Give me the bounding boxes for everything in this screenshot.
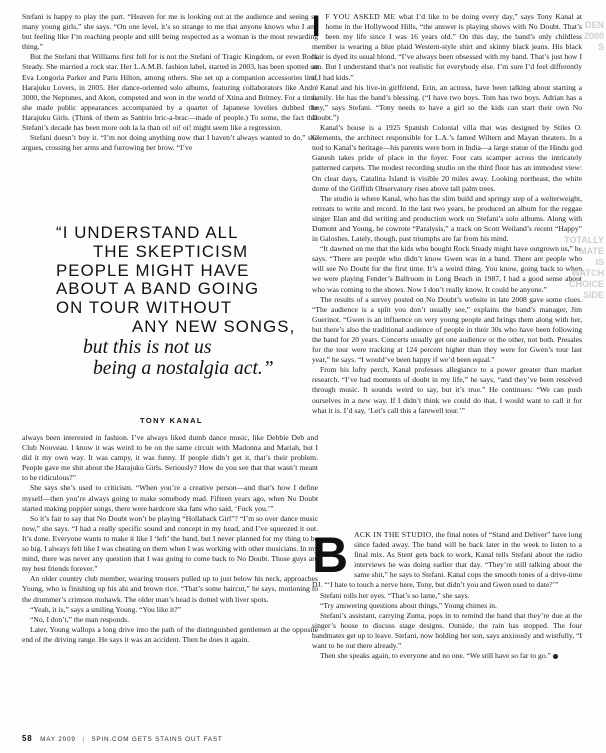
folio <box>22 734 223 743</box>
folio-tagline: SPIN.COM GETS STAINS OUT FAST <box>91 736 223 743</box>
pull-quote-line: ANY NEW SONGS, <box>132 316 296 336</box>
paragraph: “Try answering questions about things,” Young chimes in. <box>320 600 497 610</box>
paragraph: “No, I don’t,” the man responds. <box>30 614 129 624</box>
pull-quote-italic-line: being a nostalgia act.” <box>93 358 274 380</box>
pull-quote-line: THE SKEPTICISM <box>93 241 249 261</box>
paragraph: Kanal and his live-in girlfriend, Erin, an actress, have been talking about starting a family. He has the band’s blessing. (“I have two boys. Tom has two boys. Adrian has a boy,” says Stefani. “Tony needs to have a girl so the kids can start their own No Doubt.”) <box>312 82 582 122</box>
paragraph: “Yeah, it is,” says a smiling Young. “You like it?” <box>30 604 181 614</box>
left-column-bottom <box>22 433 318 729</box>
issue-date: MAY 2009 <box>40 736 76 743</box>
pull-quote-italic-line: but this is not us <box>83 336 212 358</box>
right-column-bottom <box>312 527 583 730</box>
paragraph: Later, Young wallops a long drive into the path of the distinguished gentlemen at the opposite end of the driving range. He says it was an accident. Then he does it again. <box>22 624 318 644</box>
lead-in: F YOU ASKED ME <box>325 12 396 21</box>
lead-paragraph <box>312 527 583 591</box>
page-number: 58 <box>22 734 33 743</box>
end-mark-icon <box>553 654 558 659</box>
pull-quote-attribution: TONY KANAL <box>140 416 203 425</box>
paragraph-text: Then she speaks again, to everyone and no one. “We still have so far to go.” <box>320 651 551 661</box>
drop-cap: B <box>312 527 349 583</box>
paragraph-text: the final notes of “Stand and Deliver” have long since faded away. The band will be back later in the week to listen to a final mix. As Stent gets back to work, Kanal tells Stefani about the radio interviews he was doing earlier that day. “They’re still talking about the same shit,” he says to Stefani. Kanal cops the smooth tones of a drive-time DJ. “‘I hate to touch a nerve here, Tony, but didn’t you and Gwen used to date?’” <box>312 530 583 590</box>
paragraph: Stefani’s assistant, carrying Zuma, pops in to remind the band that they’re due at the singer’s house to discuss stage designs. Outside, the rain has stopped. The four bandmates get up to leave. Stefani, now holding her son, says anxiously and wistfully, “I want to be out there already.” <box>312 610 582 651</box>
paragraph: But the Stefani that Williams first fell for is not the Stefani of Tragic Kingdom, or even Rock Steady. She married a rock star. Her L.A.M.B. fashion label, started in 2003, has been spotted on Eva Longoria Parker and Paris Hilton, among others. She set up a companion accessories line, Harajuku Lovers, in 2005. Her dance-oriented solo albums, featuring collaborators like André 3000, the Neptunes, and Akon, competed and won in the world of Xtina and Britney. For a time, she made public appearances accompanied by a quartet of Japanese lovelies dubbed the Harajuku Girls. (Think of them as Santrio bric-a-brac—made of people.) To some, the fact that Stefani’s decade has been more ooh la la than oi! oi! oi! might seem like a regression. <box>22 52 318 133</box>
bleed-text: TOTALLY MATE IS WATCH CHOICE SIDE <box>564 235 604 300</box>
paragraph: The studio is where Kanal, who has the slim build and springy step of a welterweight, retreats to write and record. In the last two years, he produced an album for the reggae singer Elan and did writing and production work on Stefani’s solo albums. Along with Dumont and Young, he cowrote “Paralysis,” a track on Scott Weiland’s recent “Happy” in Galoshes. Lately, though, past triumphs are far from his mind. <box>312 193 582 244</box>
page-edge-bleed-top <box>580 20 606 210</box>
paragraph <box>312 651 582 661</box>
pull-quote-line: ON TOUR WITHOUT <box>56 298 233 318</box>
paragraph-text: what I’d like to be doing every day,” says Tony Kanal at home in the Hollywood Hills, “the answer is playing shows with No Doubt. That’s been my life since I was 16 years old.” On this day, the band’s only childless member is wearing a blue plaid Western-style shirt and skinny black jeans. His black hair is dyed its usual blond. “I’ve always been obsessed with my band. That’s just how I am. But I understand that’s not realistic for everybody else. I’m sure I’d feel differently if I had kids.” <box>312 12 582 82</box>
folio-separator: | <box>82 736 85 743</box>
drop-cap: I <box>312 10 321 43</box>
paragraph: She says she’s used to criticism. “When you’re a creative person—and that’s how I define myself—then you’re always going to make somebody mad. Fifteen years ago, when No Doubt started making poppier songs, there were hardcore ska fans who said, ‘Fuck you.’” <box>22 483 318 513</box>
left-column-top <box>22 10 321 224</box>
paragraph: Stefani doesn’t buy it. “I’m not doing anything now that I haven’t always wanted to do,” she argues, crossing her arms and furrowing her brow. “I’ve <box>22 133 318 153</box>
right-column-top <box>312 12 582 524</box>
paragraph: So it’s fair to say that No Doubt won’t be playing “Hollaback Girl”? “I’m so over dance music now,” she says. “I had a really specific sound and concept in my head, and I’ve squeezed it out. It’s done. Everyone wants to make it like I ‘left’ the band, but I never planned for my thing to be so big. I always felt like I was cheating on them when I was working with other musicians. In my mind, there was never any question that I was going to come back to No Doubt. Those guys are my best friends forever.” <box>22 513 318 574</box>
pull-quote <box>56 224 321 424</box>
pull-quote-line: ABOUT A BAND GOING <box>56 279 260 299</box>
lead-in: ACK IN THE STUDIO, <box>354 530 434 539</box>
paragraph: Stefani rolls her eyes. “That’s so lame,” she says. <box>320 590 470 600</box>
lead-paragraph <box>312 12 582 83</box>
bleed-text: DEN 2000 S <box>583 20 604 52</box>
paragraph: Stefani is happy to play the part. “Heaven for me is looking out at the audience and seeing so many young girls,” she says. “On one level, it’s so strange to me that anyone knows who I am, but feeling like I’m reaching people and still being respected as a woman is the most rewarding thing.” <box>22 12 318 52</box>
paragraph: An older country club member, wearing trousers pulled up to just below his neck, approaches Young, who is finishing up his ahi and brown rice. “That’s some haircut,” he says, motioning to the drummer’s crimson mohawk. The older man’s head is dotted with liver spots. <box>22 574 318 604</box>
page-edge-bleed-bottom <box>564 235 606 425</box>
paragraph: always been interested in fashion. I’ve always liked dumb dance music, like Debbie Deb and Club Nouveau. I know it was weird to be on the same circuit with Madonna and Mariah, but I did it my own way. It was campy, it was funny. If people didn’t get it, that’s their problem. People gave me shit about the Harajuku Girls. Seriously? How do you see that that wasn’t meant to be ridiculous?” <box>22 433 318 483</box>
paragraph: From his lofty perch, Kanal professes allegiance to a power greater than market research. “I’ve had moments of doubt in my life,” he says, “and they’ve been resolved through music. It sounds weird to say, but it’s true.” He continues: “We can push ourselves in a new way. If I didn’t think we could do that, I would want to call it for what it is. I’d say, ‘Let’s call this a farewell tour.’” <box>312 365 582 415</box>
paragraph: The results of a survey posted on No Doubt’s website in late 2008 gave some clues. “The audience is a split you don’t usually see,” explains the band’s manager, Jim Guerinot. “Gwen is an influence on very young people and brings them along with her, but there’s also the traditional audience of people in their 30s who have been following the band for 20 years. Concerts usually get one audience or the other, not both. Presales for the tour were tracking at 124 percent higher than they were for Gwen’s tour last year,” he says. “I would’ve been happy if we’d been equal.” <box>312 294 582 365</box>
pull-quote-line: PEOPLE MIGHT HAVE <box>56 260 250 280</box>
pull-quote-line: “I UNDERSTAND ALL <box>56 223 239 242</box>
paragraph: “It dawned on me that the kids who bought Rock Steady might have outgrown us,” he says. “There are people who didn’t know Gwen was in a band. There are people who will see No Doubt for the first time. It’s a weird thing. You know, going back to when we were playing Fender’s Ballroom in Long Beach in 1987, I had a good sense about who was coming to the shows. Now I don’t really know. It could be anyone.” <box>312 244 582 294</box>
paragraph: Kanal’s house is a 1925 Spanish Colonial villa that was designed by Stiles O. Clements, the architect responsible for L.A.’s famed Wiltern and Mayan theaters. In a nod to Kanal’s heritage—his parents were born in India—a large statue of the Hindu god Ganesh takes pride of place in the foyer. Four cats scamper across the intricately patterned carpets. The modest recording studio on the third floor has an immodest view: On clear days, Catalina Island is visible 20 miles away. Looking northeast, the white dome of the Griffith Observatory rises above tall palm trees. <box>312 123 582 193</box>
